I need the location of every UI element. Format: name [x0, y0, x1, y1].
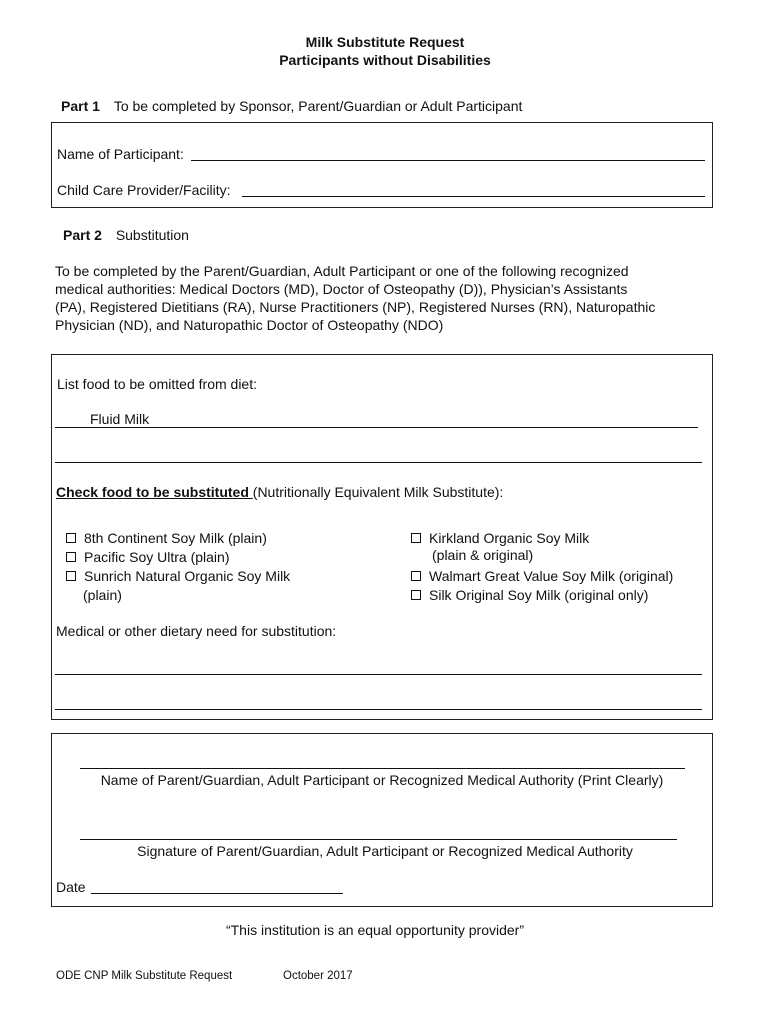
- option-label: Sunrich Natural Organic Soy Milk: [84, 568, 291, 584]
- part1-instructions: To be completed by Sponsor, Parent/Guardian or Adult Participant: [113, 98, 523, 114]
- paragraph-line: To be completed by the Parent/Guardian, Adult Participant or one of the following recognized: [55, 263, 629, 279]
- part2-paragraph: [55, 262, 655, 334]
- checkbox[interactable]: [66, 533, 76, 543]
- option-label: 8th Continent Soy Milk (plain): [84, 530, 267, 546]
- part2-heading: [63, 227, 189, 243]
- part1-label: Part 1: [61, 98, 100, 114]
- footer-form-name: ODE CNP Milk Substitute Request: [56, 970, 233, 982]
- signature-field[interactable]: [80, 839, 677, 840]
- omit-label: List food to be omitted from diet:: [57, 376, 257, 392]
- option-label: Pacific Soy Ultra (plain): [84, 549, 230, 565]
- print-name-field[interactable]: [80, 768, 685, 769]
- participant-name-field[interactable]: [191, 160, 705, 161]
- medical-need-line-1[interactable]: [55, 674, 702, 675]
- checkbox[interactable]: [411, 533, 421, 543]
- medical-need-line-2[interactable]: [55, 709, 702, 710]
- omit-field-line-1[interactable]: [55, 427, 698, 428]
- check-note: (Nutritionally Equivalent Milk Substitute):: [252, 484, 504, 500]
- part2-title: Substitution: [115, 227, 189, 243]
- form-subtitle: Participants without Disabilities: [279, 52, 491, 68]
- date-label: Date: [56, 879, 86, 895]
- option-8th-continent[interactable]: [66, 530, 267, 546]
- option-sunrich[interactable]: [66, 568, 290, 584]
- option-silk[interactable]: [411, 587, 648, 603]
- facility-field[interactable]: [242, 196, 705, 197]
- option-pacific-soy[interactable]: [66, 549, 230, 565]
- option-label: Kirkland Organic Soy Milk: [429, 530, 590, 546]
- option-label: Silk Original Soy Milk (original only): [429, 587, 649, 603]
- option-kirkland-continuation: (plain & original): [432, 547, 534, 563]
- check-heading: [56, 484, 503, 500]
- date-field[interactable]: [91, 893, 343, 894]
- paragraph-line: (PA), Registered Dietitians (RA), Nurse Practitioners (NP), Registered Nurses (RN), Naturopathic: [55, 299, 656, 315]
- option-kirkland[interactable]: [411, 530, 589, 546]
- omit-value: Fluid Milk: [90, 411, 150, 427]
- part2-label: Part 2: [63, 227, 102, 243]
- paragraph-line: medical authorities: Medical Doctors (MD), Doctor of Osteopathy (D)), Physician’s Assistants: [55, 281, 628, 297]
- option-label: Walmart Great Value Soy Milk (original): [429, 568, 674, 584]
- checkbox[interactable]: [411, 571, 421, 581]
- participant-name-label: Name of Participant:: [57, 146, 184, 162]
- omit-field-line-2[interactable]: [55, 462, 702, 463]
- option-walmart[interactable]: [411, 568, 673, 584]
- checkbox[interactable]: [411, 590, 421, 600]
- medical-need-label: Medical or other dietary need for substitution:: [56, 623, 337, 639]
- checkbox[interactable]: [66, 571, 76, 581]
- form-title: Milk Substitute Request: [305, 34, 465, 50]
- check-label: Check food to be substituted: [56, 484, 253, 500]
- signature-box: [51, 733, 713, 907]
- paragraph-line: Physician (ND), and Naturopathic Doctor of Osteopathy (NDO): [55, 317, 444, 333]
- signature-caption: Signature of Parent/Guardian, Adult Participant or Recognized Medical Authority: [137, 843, 633, 859]
- facility-label: Child Care Provider/Facility:: [57, 182, 231, 198]
- print-name-caption: Name of Parent/Guardian, Adult Participant or Recognized Medical Authority (Print Clearly): [100, 772, 664, 788]
- equal-opportunity-statement: “This institution is an equal opportunity provider”: [225, 922, 525, 938]
- part1-heading: [61, 98, 522, 114]
- option-sunrich-continuation: (plain): [83, 587, 122, 603]
- checkbox[interactable]: [66, 552, 76, 562]
- footer-date: October 2017: [283, 970, 353, 982]
